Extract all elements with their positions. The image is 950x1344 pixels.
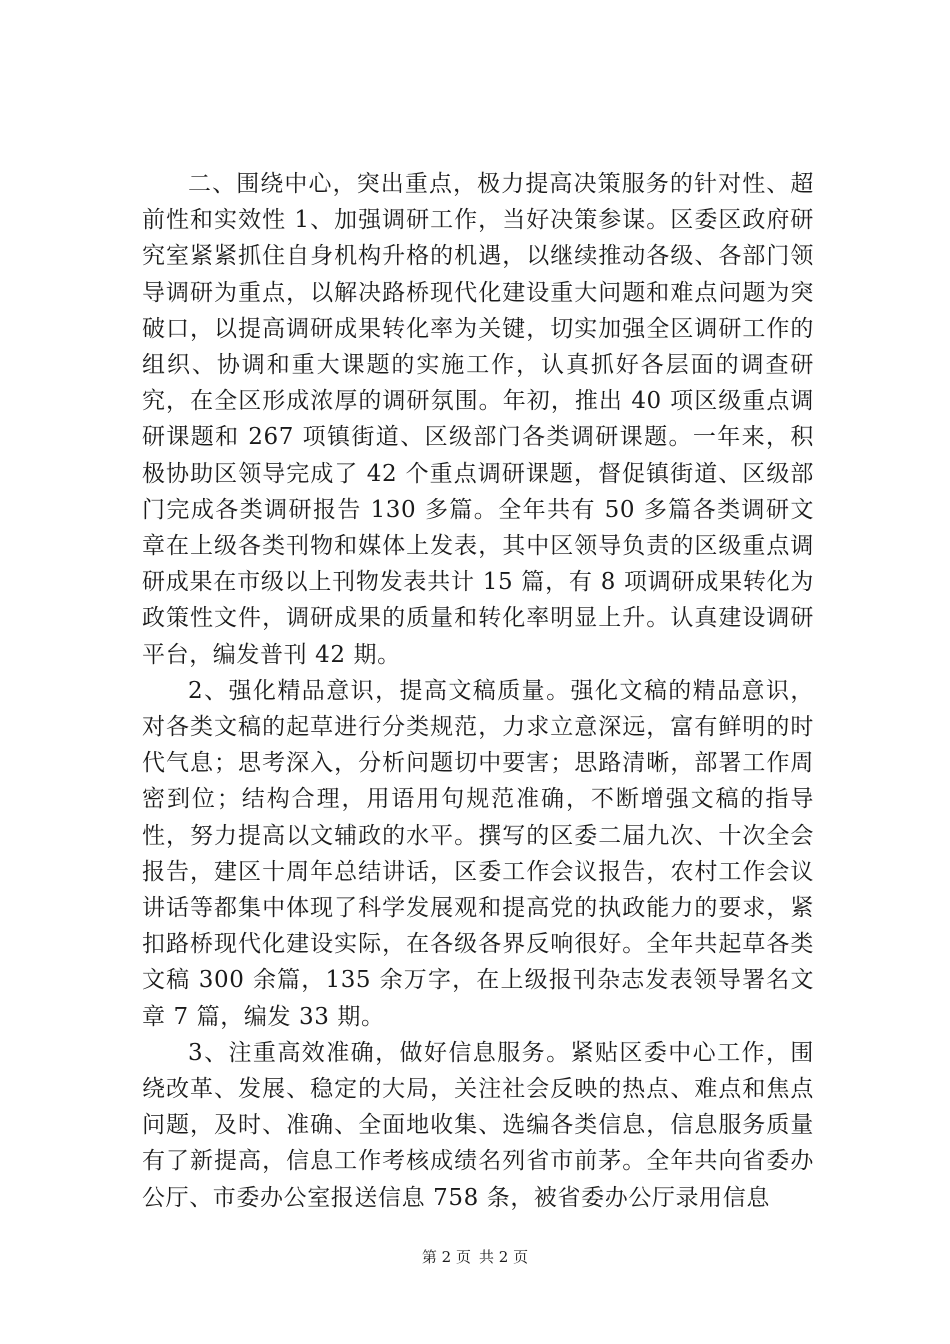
page-footer: [0, 1247, 950, 1267]
document-body: [142, 166, 814, 1216]
paragraph-quality-drafts: 2、强化精品意识，提高文稿质量。强化文稿的精品意识，对各类文稿的起草进行分类规范，力求立意深远，富有鲜明的时代气息；思考深入，分析问题切中要害；思路清晰，部署工作周密到位；结构合理，用语用句规范准确，不断增强文稿的指导性，努力提高以文辅政的水平。撰写的区委二届九次、十次全会报告，建区十周年总结讲话，区委工作会议报告，农村工作会议讲话等都集中体现了科学发展观和提高党的执政能力的要求，紧扣路桥现代化建设实际，在各级各界反响很好。全年共起草各类文稿 300 余篇，135 余万字，在上级报刊杂志发表领导署名文章 7 篇，编发 33 期。: [142, 677, 814, 1030]
paragraph-information-service: 3、注重高效准确，做好信息服务。紧贴区委中心工作，围绕改革、发展、稳定的大局，关注社会反映的热点、难点和焦点问题，及时、准确、全面地收集、选编各类信息，信息服务质量有了新提高，信息工作考核成绩名列省市前茅。全年共向省委办公厅、市委办公室报送信息 758 条，被省委办公厅录用信息: [142, 1039, 814, 1211]
page-number-total: 共 2 页: [479, 1248, 529, 1266]
page-number-current: 第 2 页: [421, 1248, 471, 1266]
paragraph-research-work: 二、围绕中心，突出重点，极力提高决策服务的针对性、超前性和实效性 1、加强调研工作，当好决策参谋。区委区政府研究室紧紧抓住自身机构升格的机遇，以继续推动各级、各部门领导调研为重点，以解决路桥现代化建设重大问题和难点问题为突破口，以提高调研成果转化率为关键，切实加强全区调研工作的组织、协调和重大课题的实施工作，认真抓好各层面的调查研究，在全区形成浓厚的调研氛围。年初，推出 40 项区级重点调研课题和 267 项镇街道、区级部门各类调研课题。一年来，积极协助区领导完成了 42 个重点调研课题，督促镇街道、区级部门完成各类调研报告 130 多篇。全年共有 50 多篇各类调研文章在上级各类刊物和媒体上发表，其中区领导负责的区级重点调研成果在市级以上刊物发表共计 15 篇，有 8 项调研成果转化为政策性文件，调研成果的质量和转化率明显上升。认真建设调研平台，编发普刊 42 期。: [142, 171, 814, 668]
